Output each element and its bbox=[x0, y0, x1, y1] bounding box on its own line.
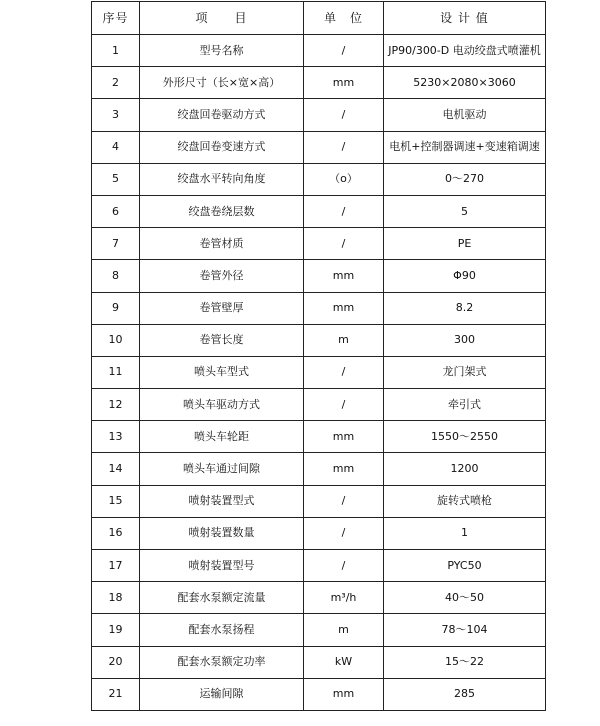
row-value-cell: 40～50 bbox=[384, 582, 546, 614]
row-unit-cell: kW bbox=[304, 646, 384, 678]
row-item-cell: 配套水泵额定功率 bbox=[140, 646, 304, 678]
table-row bbox=[92, 389, 546, 421]
row-value-cell: 285 bbox=[384, 678, 546, 710]
header-no: 序号 bbox=[92, 2, 140, 35]
row-unit-cell: m bbox=[304, 324, 384, 356]
table-row bbox=[92, 292, 546, 324]
row-value-cell: JP90/300-D 电动绞盘式喷灌机 bbox=[384, 35, 546, 67]
table-row bbox=[92, 131, 546, 163]
row-unit-cell: mm bbox=[304, 67, 384, 99]
row-unit-cell: / bbox=[304, 517, 384, 549]
row-value-cell: PYC50 bbox=[384, 550, 546, 582]
row-no-cell: 21 bbox=[92, 678, 140, 710]
row-no-cell: 6 bbox=[92, 195, 140, 227]
row-no-cell: 18 bbox=[92, 582, 140, 614]
row-unit-cell: / bbox=[304, 228, 384, 260]
table-row bbox=[92, 678, 546, 710]
row-item-cell: 绞盘回卷变速方式 bbox=[140, 131, 304, 163]
table-row bbox=[92, 485, 546, 517]
table-row bbox=[92, 453, 546, 485]
row-no-cell: 14 bbox=[92, 453, 140, 485]
row-value-cell: 5 bbox=[384, 195, 546, 227]
row-unit-cell: mm bbox=[304, 421, 384, 453]
row-no-cell: 5 bbox=[92, 163, 140, 195]
row-value-cell: PE bbox=[384, 228, 546, 260]
table-row bbox=[92, 517, 546, 549]
row-no-cell: 2 bbox=[92, 67, 140, 99]
row-item-cell: 型号名称 bbox=[140, 35, 304, 67]
table-row bbox=[92, 67, 546, 99]
header-item: 项 目 bbox=[140, 2, 304, 35]
row-value-cell: 1200 bbox=[384, 453, 546, 485]
row-unit-cell: mm bbox=[304, 453, 384, 485]
row-no-cell: 10 bbox=[92, 324, 140, 356]
row-unit-cell: / bbox=[304, 389, 384, 421]
table-row bbox=[92, 324, 546, 356]
row-value-cell: 78～104 bbox=[384, 614, 546, 646]
row-unit-cell: mm bbox=[304, 678, 384, 710]
row-unit-cell: / bbox=[304, 195, 384, 227]
row-item-cell: 卷管材质 bbox=[140, 228, 304, 260]
row-value-cell: 0～270 bbox=[384, 163, 546, 195]
row-value-cell: 牵引式 bbox=[384, 389, 546, 421]
row-value-cell: 1550～2550 bbox=[384, 421, 546, 453]
row-no-cell: 20 bbox=[92, 646, 140, 678]
row-value-cell: Φ90 bbox=[384, 260, 546, 292]
table-row bbox=[92, 582, 546, 614]
table-header-row bbox=[92, 2, 546, 35]
row-item-cell: 喷头车轮距 bbox=[140, 421, 304, 453]
row-item-cell: 绞盘水平转向角度 bbox=[140, 163, 304, 195]
row-value-cell: 旋转式喷枪 bbox=[384, 485, 546, 517]
table-row bbox=[92, 550, 546, 582]
row-item-cell: 配套水泵额定流量 bbox=[140, 582, 304, 614]
header-unit: 单 位 bbox=[304, 2, 384, 35]
table-row bbox=[92, 260, 546, 292]
row-no-cell: 12 bbox=[92, 389, 140, 421]
row-no-cell: 17 bbox=[92, 550, 140, 582]
row-no-cell: 9 bbox=[92, 292, 140, 324]
row-no-cell: 7 bbox=[92, 228, 140, 260]
row-value-cell: 8.2 bbox=[384, 292, 546, 324]
table-row bbox=[92, 163, 546, 195]
table-row bbox=[92, 195, 546, 227]
row-unit-cell: / bbox=[304, 356, 384, 388]
row-no-cell: 1 bbox=[92, 35, 140, 67]
table-row bbox=[92, 228, 546, 260]
row-value-cell: 1 bbox=[384, 517, 546, 549]
row-no-cell: 19 bbox=[92, 614, 140, 646]
table-row bbox=[92, 35, 546, 67]
row-item-cell: 喷射装置数量 bbox=[140, 517, 304, 549]
row-item-cell: 喷射装置型号 bbox=[140, 550, 304, 582]
row-item-cell: 喷射装置型式 bbox=[140, 485, 304, 517]
row-unit-cell: （o） bbox=[304, 163, 384, 195]
row-item-cell: 卷管壁厚 bbox=[140, 292, 304, 324]
table-row bbox=[92, 356, 546, 388]
row-no-cell: 4 bbox=[92, 131, 140, 163]
spec-table bbox=[91, 1, 546, 711]
row-no-cell: 8 bbox=[92, 260, 140, 292]
row-value-cell: 15～22 bbox=[384, 646, 546, 678]
row-no-cell: 11 bbox=[92, 356, 140, 388]
row-unit-cell: / bbox=[304, 131, 384, 163]
row-item-cell: 绞盘回卷驱动方式 bbox=[140, 99, 304, 131]
header-value: 设 计 值 bbox=[384, 2, 546, 35]
row-unit-cell: / bbox=[304, 35, 384, 67]
row-item-cell: 喷头车通过间隙 bbox=[140, 453, 304, 485]
row-value-cell: 5230×2080×3060 bbox=[384, 67, 546, 99]
row-value-cell: 300 bbox=[384, 324, 546, 356]
row-no-cell: 15 bbox=[92, 485, 140, 517]
row-unit-cell: mm bbox=[304, 292, 384, 324]
row-item-cell: 运输间隙 bbox=[140, 678, 304, 710]
row-item-cell: 配套水泵扬程 bbox=[140, 614, 304, 646]
table-row bbox=[92, 646, 546, 678]
row-unit-cell: / bbox=[304, 485, 384, 517]
row-no-cell: 3 bbox=[92, 99, 140, 131]
table-row bbox=[92, 614, 546, 646]
row-item-cell: 外形尺寸（长×宽×高） bbox=[140, 67, 304, 99]
row-item-cell: 绞盘卷绕层数 bbox=[140, 195, 304, 227]
row-no-cell: 13 bbox=[92, 421, 140, 453]
row-unit-cell: / bbox=[304, 99, 384, 131]
row-item-cell: 卷管长度 bbox=[140, 324, 304, 356]
row-unit-cell: mm bbox=[304, 260, 384, 292]
row-unit-cell: m³/h bbox=[304, 582, 384, 614]
row-value-cell: 电机驱动 bbox=[384, 99, 546, 131]
row-item-cell: 喷头车型式 bbox=[140, 356, 304, 388]
table-row bbox=[92, 421, 546, 453]
table-body bbox=[92, 35, 546, 711]
row-value-cell: 电机+控制器调速+变速箱调速 bbox=[384, 131, 546, 163]
row-value-cell: 龙门架式 bbox=[384, 356, 546, 388]
row-unit-cell: / bbox=[304, 550, 384, 582]
table-row bbox=[92, 99, 546, 131]
row-unit-cell: m bbox=[304, 614, 384, 646]
row-item-cell: 卷管外径 bbox=[140, 260, 304, 292]
row-item-cell: 喷头车驱动方式 bbox=[140, 389, 304, 421]
row-no-cell: 16 bbox=[92, 517, 140, 549]
